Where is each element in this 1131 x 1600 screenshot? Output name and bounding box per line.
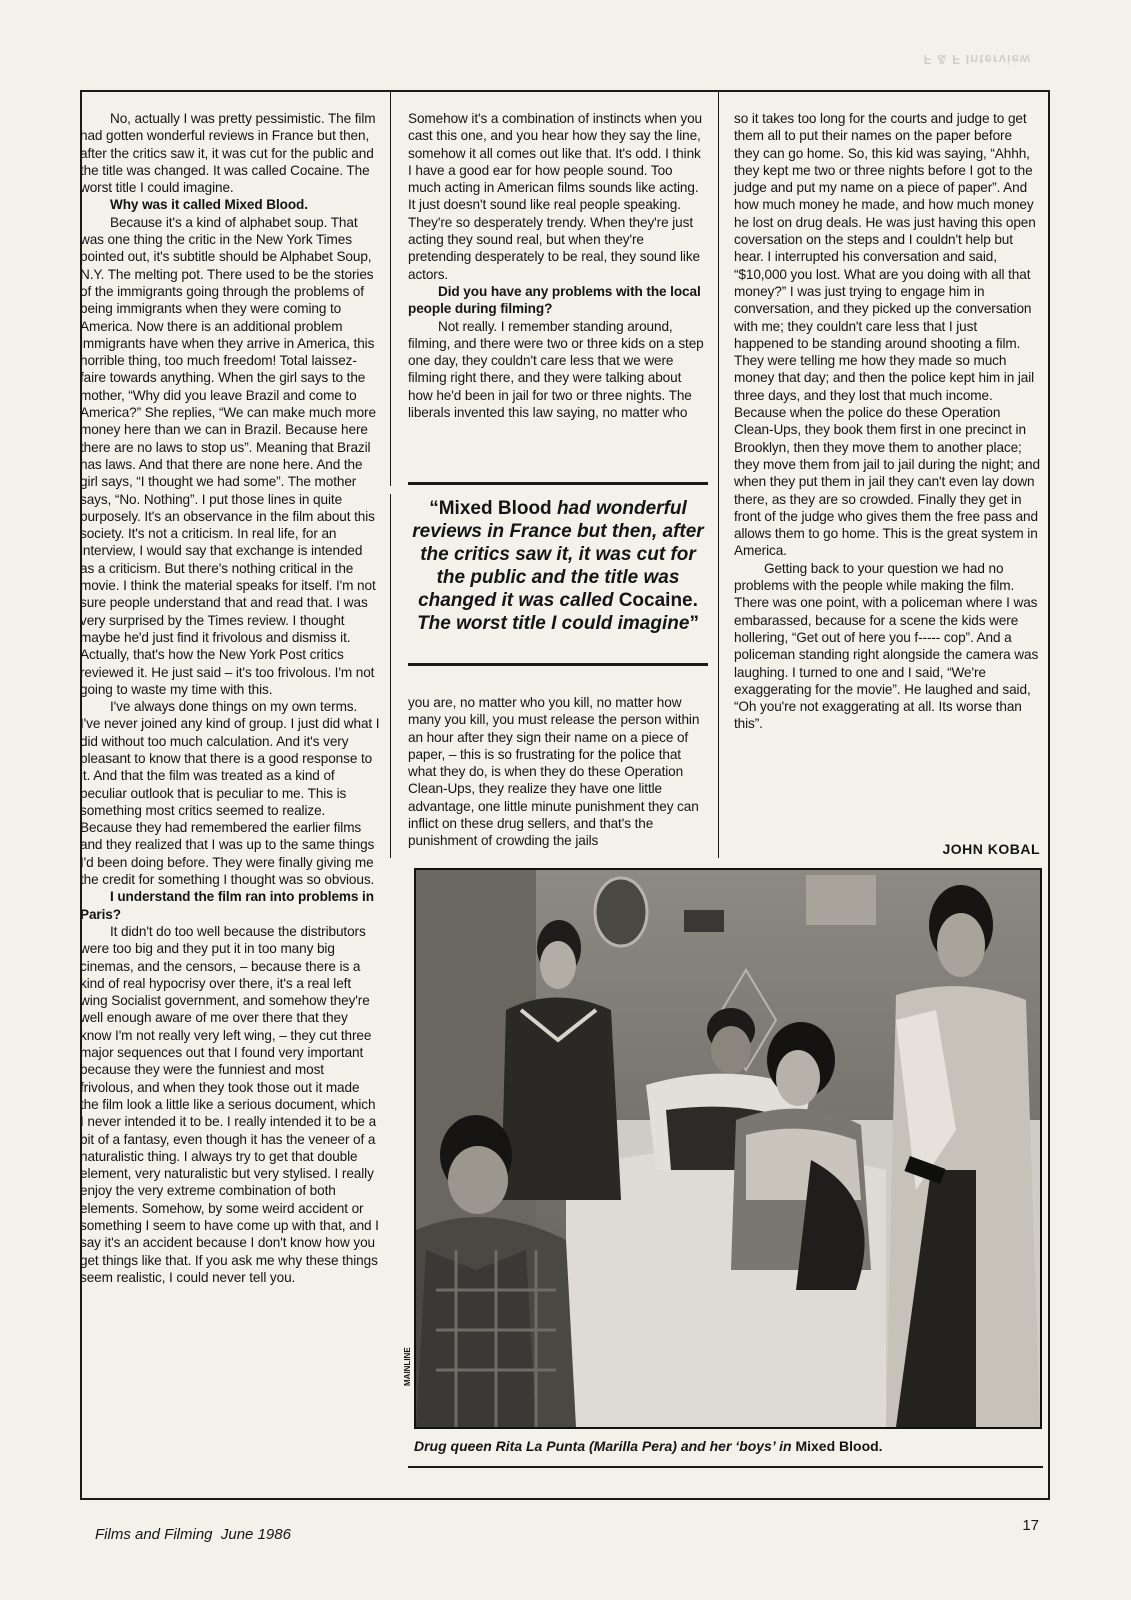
column-rule-left-upper [390, 92, 391, 486]
caption-rule [408, 1466, 1043, 1468]
issue-date: June 1986 [220, 1526, 291, 1543]
pull-quote-text: had wonderful reviews in France but then, after the critics saw it, it was cut for the public and the title was changed it was called [412, 498, 704, 611]
page-number: 17 [1022, 1517, 1039, 1534]
pull-quote-open: “Mixed Blood [429, 498, 552, 519]
photo-caption [414, 1438, 1042, 1454]
paragraph: No, actually I was pretty pessimistic. The film had gotten wonderful reviews in France but then, after the critics saw it, it was cut for the public and the title was changed. It was called Cocaine. The worst title I could imagine. [80, 111, 376, 196]
article-column-3 [734, 110, 1040, 733]
paragraph: Not really. I remember standing around, filming, and there were two or three kids on a step one day, they couldn't care less that we were filming right there, and they were talking about how he'd been in jail for two or three nights. The liberals invented this law saying, no matter who [408, 318, 704, 421]
paragraph: you are, no matter who you kill, no matter how many you kill, you must release the person within an hour after they sign their name on a piece of paper, – this is so frustrating for the police that what they do, is when they do these Operation Clean-Ups, they realize they have one little advantage, one little minute punishment they can inflict on these drug sellers, and that's the punishment of crowding the jails [408, 695, 700, 849]
column-rule-left-lower [390, 494, 391, 858]
pull-quote [408, 482, 708, 666]
footer-publication [95, 1526, 291, 1543]
interview-question: Did you have any problems with the local people during filming? [408, 283, 701, 317]
paragraph: so it takes too long for the courts and judge to get them all to put their names on the paper before they can go home. So, this kid was saying, “Ahhh, they kept me two or three nights before I got to the judge and put my name on a piece of paper”. And how much money he made, and how much money he lost on drug deals. He was just having this open coversation on the steps and I couldn't help but hear. I interrupted his conversation and said, “$10,000 you lost. What are you doing with all that money?” I was just trying to engage him in conversation, and they picked up the conversation with me; they couldn't care less that I just happened to be standing around shooting a film. They were telling me how they made so much money that day; and then the police kept him in jail three days, and they lost that much income. Because when the police do these Operation Clean-Ups, they book them first in one precinct in Brooklyn, then they move them to another place; they move them from jail to jail during the night; and when they put them in jail they can't even lay down there, as they are so crowded. Finally they get in front of the judge who gives them the free pass and allows them to go home. This is the great system in America. [734, 111, 1040, 559]
paragraph: It didn't do too well because the distributors were too big and they put it in too many big cinemas, and the censors, – because there is a kind of real hypocrisy over there, it's a real left wing Socialist government, and somehow they're well enough aware of me over there that they know I'm not really very left wing, – they cut three major sequences out that I found very important because they were the funniest and most frivolous, and when they took those out it made the film look a little like a serious document, which I never intended it to be. I really intended it to be a bit of a fantasy, even though it has the veneer of a naturalistic thing. I always try to get that double element, very naturalistic but very stylised. I really enjoy the very extreme combination of both elements. Somehow, by some weird accident or something I seem to have come up with that, and I say it's an accident because I don't know how you get things like that. If you ask me why these things seem realistic, I could never tell you. [80, 923, 379, 1285]
pull-quote-text-end: The worst title I could imagine [417, 613, 690, 634]
paragraph: Getting back to your question we had no problems with the people while making the film. There was one point, with a policeman where I was embarassed, because for a scene the kids were hollering, “Get out of here you f----- cop”. And a policeman standing right alongside the camera was laughing. I turned to one and I said, “We're exaggerating for the movie”. He laughed and said, “Oh you're not exaggerating at all. Its worse than this”. [734, 560, 1039, 732]
paragraph: Somehow it's a combination of instincts when you cast this one, and you hear how they say the line, somehow it all comes out like that. It's odd. I think I have a good ear for how people sound. Too much acting in American films sounds like acting. It just doesn't sound like real people speaking. They're so desperately trendy. When they're just acting they sound real, but when they're pretending desperately to be real, they sound like actors. [408, 111, 702, 282]
paragraph: I've always done things on my own terms. I've never joined any kind of group. I just did what I did without too much calculation. And it's very pleasant to know that there is a good response to it. And that the film was treated as a kind of peculiar outlook that is peculiar to me. This is something most critics seemed to realize. Because they had remembered the earlier films and they realized that I was up to the same things I'd been doing before. They were finally giving me the credit for something I thought was so obvious. [80, 699, 380, 888]
film-still-photo [414, 868, 1042, 1429]
pull-quote-title: Cocaine. [618, 590, 698, 611]
photo-credit: MAINLINE [403, 1347, 412, 1386]
author-byline: JOHN KOBAL [942, 841, 1040, 857]
article-column-2-bottom [408, 694, 708, 850]
film-still-illustration [416, 870, 1040, 1427]
interview-question: Why was it called Mixed Blood. [110, 197, 308, 213]
paragraph: Because it's a kind of alphabet soup. That was one thing the critic in the New York Times pointed out, it's subtitle should be Alphabet Soup, N.Y. The melting pot. There used to be the stories of the immigrants going through the problems of being immigrants when they were coming to America. Now there is an additional problem immigrants have when they arrive in America, this horrible thing, too much freedom! Total laissez-faire towards anything. When the girl says to the mother, “Why did you leave Brazil and come to America?” She replies, “We can make much more money here than we can in Brazil. Because here there are no laws to stop us”. Meaning that Brazil has laws. And that there are none here. And the girl says, “I thought we had some”. The mother says, “No. Nothing”. I put those lines in quite purposely. It's an observance in the film about this society. It's not a criticism. In real life, for an interview, I would say that exchange is intended as a criticism. But there's nothing critical in the movie. I think the material speaks for itself. I'm not sure people understand that and read that. I was very surprised by the Times review. I thought maybe he'd just find it frivolous and dismiss it. Actually, that's how the New York Post critics reviewed it. He just said – it's too frivolous. I'm not going to waste my time with this. [80, 214, 376, 697]
caption-text: Drug queen Rita La Punta (Marilla Pera) and her ‘boys’ in [414, 1438, 796, 1454]
article-column-2-top [408, 110, 708, 421]
ghost-section-header: F & F Interview [923, 52, 1031, 67]
article-column-1 [80, 110, 380, 1286]
interview-question: I understand the film ran into problems in Paris? [80, 889, 374, 922]
column-rule-right [718, 92, 719, 858]
pull-quote-close: ” [689, 613, 699, 634]
publication-name: Films and Filming [95, 1526, 213, 1543]
caption-film-title: Mixed Blood. [795, 1438, 883, 1454]
